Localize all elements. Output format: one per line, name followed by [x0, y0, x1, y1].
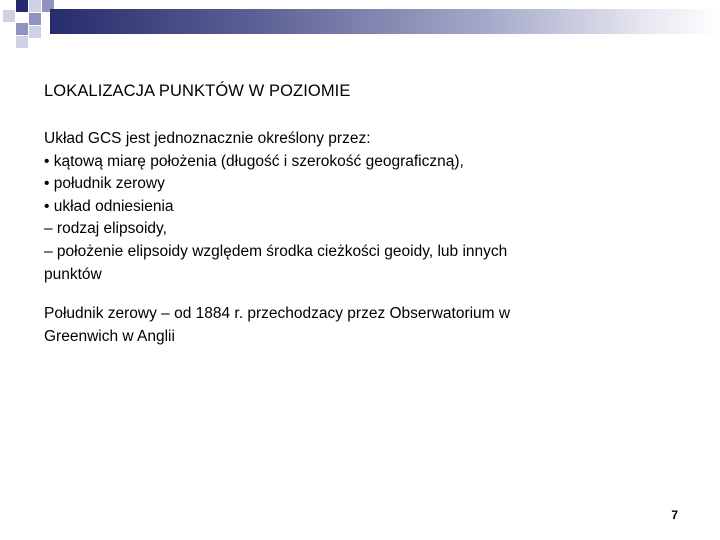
page-number: 7 — [671, 508, 678, 522]
body-line: • południk zerowy — [44, 175, 165, 193]
body-line: punktów — [44, 265, 102, 283]
body-line: • kątową miarę położenia (długość i szerokość geograficzną), — [44, 152, 464, 170]
slide-paragraph — [44, 303, 614, 348]
paragraph-line: Południk zerowy – od 1884 r. przechodzacy przez Obserwatorium w — [44, 305, 511, 322]
decorative-square — [29, 0, 41, 12]
decorative-square — [16, 23, 28, 35]
header-gradient-band — [50, 9, 720, 34]
decorative-square — [16, 0, 28, 12]
body-line: – rodzaj elipsoidy, — [44, 220, 167, 238]
decorative-square — [29, 26, 41, 38]
body-line: – położenie elipsoidy względem środka cieżkości geoidy, lub innych — [44, 242, 508, 260]
slide-title: LOKALIZACJA PUNKTÓW W POZIOMIE — [44, 82, 351, 100]
slide-body — [44, 128, 614, 286]
decorative-square — [29, 13, 41, 25]
body-line: • układ odniesienia — [44, 197, 174, 215]
decorative-square — [16, 36, 28, 48]
decorative-square — [3, 10, 15, 22]
body-line: Układ GCS jest jednoznacznie określony przez: — [44, 130, 371, 147]
paragraph-line: Greenwich w Anglii — [44, 327, 175, 345]
